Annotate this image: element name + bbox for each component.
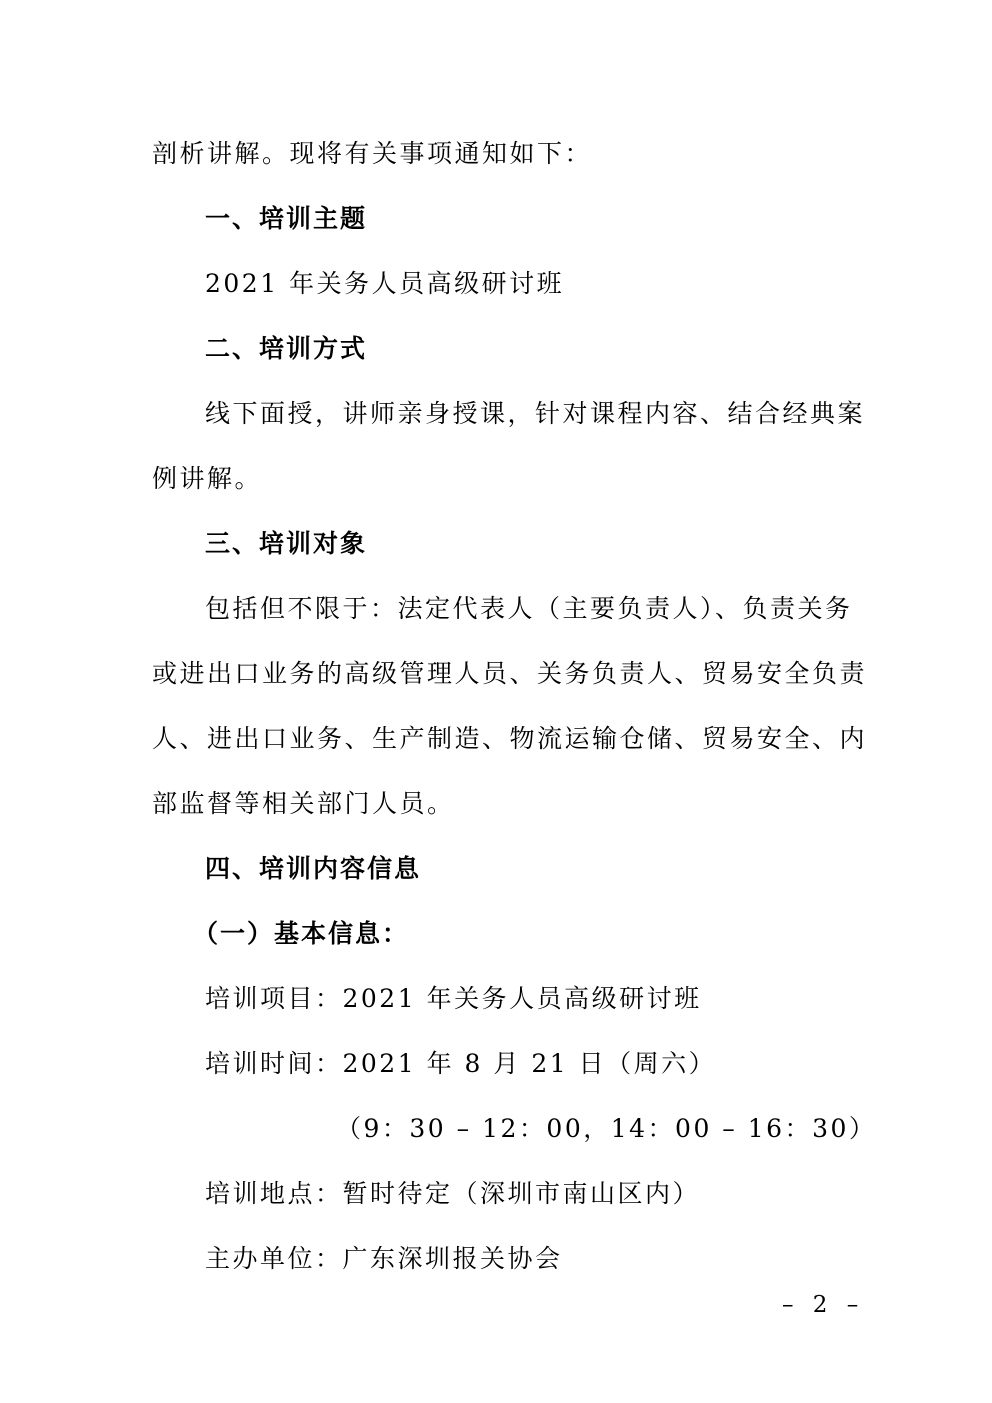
training-topic-text: 2021 年关务人员高级研讨班 xyxy=(205,269,565,298)
heading-training-topic: 一、培训主题 xyxy=(205,204,368,233)
paragraph-intro-end: 剖析讲解。现将有关事项通知如下： xyxy=(152,139,593,168)
training-project: 培训项目：2021 年关务人员高级研讨班 xyxy=(205,984,702,1013)
heading-training-content: 四、培训内容信息 xyxy=(205,854,422,883)
page-number: – 2 – xyxy=(782,1292,865,1318)
training-audience-text-line-4: 部监督等相关部门人员。 xyxy=(152,789,455,818)
training-method-text-line-1: 线下面授，讲师亲身授课，针对课程内容、结合经典案 xyxy=(205,399,866,428)
training-time-hours: （9：30 – 12：00，14：00 – 16：30） xyxy=(336,1114,877,1143)
training-organizer: 主办单位：广东深圳报关协会 xyxy=(205,1244,563,1273)
heading-training-audience: 三、培训对象 xyxy=(205,529,368,558)
training-location: 培训地点：暂时待定（深圳市南山区内） xyxy=(205,1179,701,1208)
subheading-basic-info: （一）基本信息： xyxy=(193,919,410,948)
training-method-text-line-2: 例讲解。 xyxy=(152,464,263,493)
heading-training-method: 二、培训方式 xyxy=(205,334,368,363)
training-audience-text-line-3: 人、进出口业务、生产制造、物流运输仓储、贸易安全、内 xyxy=(152,724,868,753)
training-audience-text-line-1: 包括但不限于：法定代表人（主要负责人）、负责关务 xyxy=(205,594,853,623)
training-audience-text-line-2: 或进出口业务的高级管理人员、关务负责人、贸易安全负责 xyxy=(152,659,868,688)
training-time: 培训时间：2021 年 8 月 21 日（周六） xyxy=(205,1049,717,1078)
